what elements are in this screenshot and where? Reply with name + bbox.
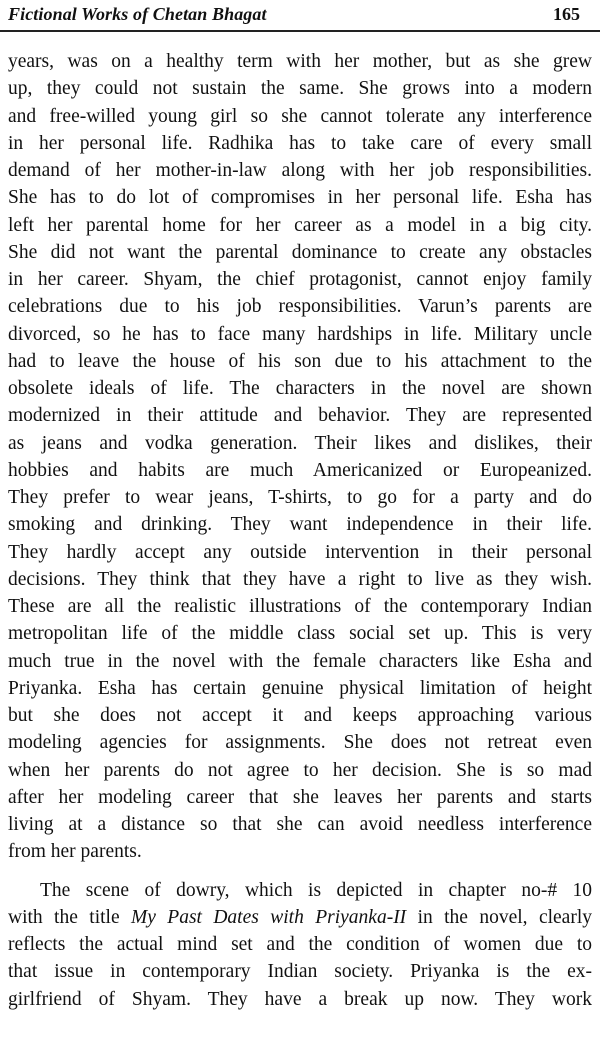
paragraph-1-line: had to leave the house of his son due to his attachment to the — [8, 350, 592, 372]
paragraph-1-line: These are all the realistic illustrations of the contemporary Indian — [8, 596, 592, 617]
paragraph-1-line: in her personal life. Radhika has to take care of every small — [8, 132, 592, 154]
paragraph-1-line: divorced, so he has to face many hardships in life. Military uncle — [8, 323, 592, 345]
running-title: Fictional Works of Chetan Bhagat — [8, 4, 267, 24]
paragraph-gap — [8, 866, 592, 877]
paragraph-1-line: smoking and drinking. They want independence in their life. — [8, 514, 592, 536]
paragraph-1-line: from her parents. — [8, 841, 142, 863]
text-run: with the title — [8, 906, 131, 928]
paragraph-2-line: girlfriend of Shyam. They have a break up now. They work — [8, 988, 592, 1010]
paragraph-1-line: much true in the novel with the female characters like Esha and — [8, 650, 592, 672]
paragraph-1-line: as jeans and vodka generation. Their likes and dislikes, their — [8, 432, 592, 454]
paragraph-1-line: Priyanka. Esha has certain genuine physical limitation of height — [8, 677, 592, 699]
paragraph-1-line: when her parents do not agree to her decision. She is so mad — [8, 759, 592, 781]
paragraph-1-line: years, was on a healthy term with her mother, but as she grew — [8, 51, 592, 72]
paragraph-2 — [8, 877, 592, 1013]
paragraph-1-line: They hardly accept any outside intervention in their personal — [8, 541, 592, 563]
page-header — [8, 2, 590, 32]
paragraph-1-line: hobbies and habits are much Americanized or Europeanized. — [8, 459, 592, 481]
paragraph-1-line: up, they could not sustain the same. She grows into a modern — [8, 78, 592, 100]
paragraph-2-line: reflects the actual mind set and the condition of women due to — [8, 934, 592, 955]
page-number: 165 — [553, 4, 580, 24]
body-text — [8, 48, 592, 1013]
paragraph-2-line — [8, 904, 592, 931]
paragraph-2-line: The scene of dowry, which is depicted in chapter no-# 10 — [40, 879, 592, 901]
paragraph-1-line: celebrations due to his job responsibilities. Varun’s parents are — [8, 296, 592, 318]
novel-chapter-title: My Past Dates with Priyanka-II — [131, 906, 407, 928]
paragraph-1-line: metropolitan life of the middle class social set up. This is very — [8, 623, 592, 645]
paragraph-1-line: and free-willed young girl so she cannot tolerate any interference — [8, 105, 592, 127]
header-rule — [0, 30, 600, 32]
paragraph-1-line: demand of her mother-in-law along with her job responsibilities. — [8, 160, 592, 181]
paragraph-1 — [8, 48, 592, 866]
paragraph-1-line: living at a distance so that she can avoid needless interference — [8, 814, 592, 835]
paragraph-1-line: modeling agencies for assignments. She does not retreat even — [8, 732, 592, 754]
paragraph-1-line: decisions. They think that they have a right to live as they wish. — [8, 568, 592, 590]
paragraph-1-line: but she does not accept it and keeps approaching various — [8, 705, 592, 726]
text-run: in the novel, clearly — [406, 906, 592, 928]
paragraph-1-line: after her modeling career that she leaves her parents and starts — [8, 786, 592, 808]
paragraph-1-line: They prefer to wear jeans, T-shirts, to go for a party and do — [8, 487, 592, 508]
paragraph-1-line: in her career. Shyam, the chief protagonist, cannot enjoy family — [8, 269, 592, 290]
paragraph-2-line: that issue in contemporary Indian society. Priyanka is the ex- — [8, 961, 592, 983]
paragraph-1-line: obsolete ideals of life. The characters in the novel are shown — [8, 378, 592, 399]
paragraph-1-line: left her parental home for her career as a model in a big city. — [8, 214, 592, 236]
paragraph-1-line: modernized in their attitude and behavior. They are represented — [8, 405, 592, 427]
paragraph-1-line: She did not want the parental dominance to create any obstacles — [8, 241, 592, 263]
paragraph-1-line: She has to do lot of compromises in her personal life. Esha has — [8, 187, 592, 209]
